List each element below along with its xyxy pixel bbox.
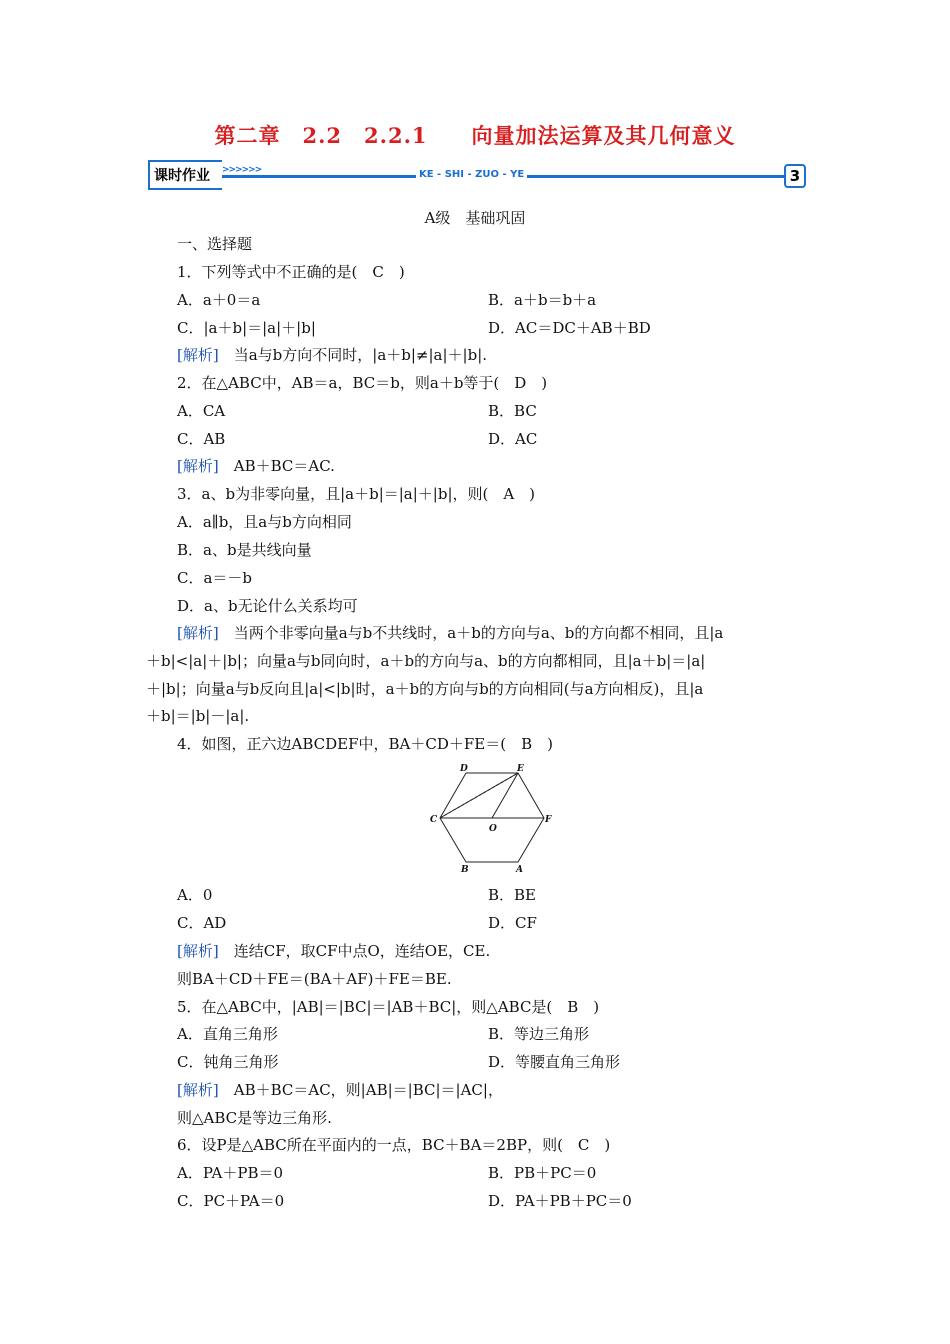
homework-banner (148, 158, 808, 190)
label-a: A (516, 865, 523, 874)
q4-option-b: B．BE (488, 886, 536, 904)
banner-arrows: >>>>>> (222, 165, 262, 175)
q5-option-b: B．等边三角形 (488, 1025, 590, 1043)
q2-option-b: B．BC (488, 402, 537, 420)
q1-option-a: A．a＋0＝a (177, 291, 261, 309)
q6-option-a: A．PA＋PB＝0 (177, 1164, 284, 1182)
q3-analysis-3: ＋|b|；向量a与b反向且|a|<|b|时，a＋b的方向与b的方向相同(与a方向相反)，且|a (146, 680, 704, 698)
q4-analysis-text-1: 连结CF，取CF中点O，连结OE，CE. (233, 942, 491, 960)
q2-option-d: D．AC (488, 430, 538, 448)
section-type: 一、选择题 (177, 235, 253, 253)
segment-oe (492, 773, 518, 818)
hexagon-diagram (428, 762, 558, 874)
label-f: F (545, 815, 552, 825)
q5-analysis-2: 则△ABC是等边三角形. (177, 1109, 332, 1127)
q2-analysis-text: AB＋BC＝AC. (233, 457, 335, 475)
q2-stem: 2．在△ABC中，AB＝a，BC＝b，则a＋b等于( D ) (177, 374, 548, 392)
q5-analysis-text-1: AB＋BC＝AC，则|AB|＝|BC|＝|AC|， (233, 1081, 503, 1099)
q6-option-d: D．PA＋PB＋PC＝0 (488, 1192, 632, 1210)
chapter-title: 第二章 2.2 2.2.1 向量加法运算及其几何意义 (214, 123, 736, 148)
q5-stem: 5．在△ABC中，|AB|＝|BC|＝|AB＋BC|，则△ABC是( B ) (177, 998, 600, 1016)
q4-option-a: A．0 (177, 886, 213, 904)
q4-analysis-1 (177, 940, 490, 961)
label-c: C (430, 815, 438, 825)
label-e: E (517, 764, 524, 774)
analysis-tag: [解析] (177, 942, 219, 960)
analysis-tag: [解析] (177, 457, 219, 475)
q4-analysis-2: 则BA＋CD＋FE＝(BA＋AF)＋FE＝BE. (177, 970, 452, 988)
q4-stem: 4．如图，正六边ABCDEF中，BA＋CD＋FE＝( B ) (177, 735, 553, 753)
q4-option-d: D．CF (488, 914, 537, 932)
q2-analysis (177, 455, 335, 476)
q1-option-c: C．|a＋b|＝|a|＋|b| (177, 319, 316, 337)
q5-option-d: D．等腰直角三角形 (488, 1053, 621, 1071)
label-o: O (489, 824, 497, 834)
q3-option-b: B．a、b是共线向量 (177, 541, 312, 559)
q6-option-c: C．PC＋PA＝0 (177, 1192, 285, 1210)
section-level: A级 基础巩固 (424, 209, 526, 227)
q3-stem: 3．a、b为非零向量，且|a＋b|＝|a|＋|b|，则( A ) (177, 485, 536, 503)
q4-option-c: C．AD (177, 914, 227, 932)
analysis-tag: [解析] (177, 1081, 219, 1099)
analysis-tag: [解析] (177, 346, 219, 364)
q3-analysis-1 (177, 622, 723, 643)
q3-option-d: D．a、b无论什么关系均可 (177, 597, 358, 615)
q5-option-a: A．直角三角形 (177, 1025, 278, 1043)
q3-analysis-2: ＋b|<|a|＋|b|；向量a与b同向时，a＋b的方向与a、b的方向都相同，且|a＋b|＝|a| (146, 652, 706, 670)
q3-analysis-text-1: 当两个非零向量a与b不共线时，a＋b的方向与a、b的方向都不相同，且|a (233, 624, 724, 642)
analysis-tag: [解析] (177, 624, 219, 642)
q6-stem: 6．设P是△ABC所在平面内的一点，BC＋BA＝2BP，则( C ) (177, 1136, 611, 1154)
q1-stem: 1．下列等式中不正确的是( C ) (177, 263, 405, 281)
q3-option-c: C．a＝－b (177, 569, 253, 587)
label-d: D (460, 764, 468, 774)
q2-option-a: A．CA (177, 402, 226, 420)
q6-option-b: B．PB＋PC＝0 (488, 1164, 597, 1182)
label-b: B (461, 865, 469, 874)
banner-label: 课时作业 (154, 168, 210, 184)
banner-badge (148, 160, 222, 190)
q3-option-a: A．a∥b，且a与b方向相同 (177, 513, 352, 531)
q2-option-c: C．AB (177, 430, 226, 448)
q3-analysis-4: ＋b|＝|b|－|a|. (146, 707, 250, 725)
q5-analysis-1 (177, 1079, 503, 1100)
q1-option-d: D．AC＝DC＋AB＋BD (488, 319, 651, 337)
banner-number: 3 (784, 164, 806, 188)
banner-pinyin: KE - SHI - ZUO - YE (416, 169, 527, 180)
q1-analysis (177, 344, 487, 365)
q5-option-c: C．钝角三角形 (177, 1053, 279, 1071)
q1-option-b: B．a＋b＝b＋a (488, 291, 597, 309)
q1-analysis-text: 当a与b方向不同时，|a＋b|≠|a|＋|b|. (233, 346, 488, 364)
